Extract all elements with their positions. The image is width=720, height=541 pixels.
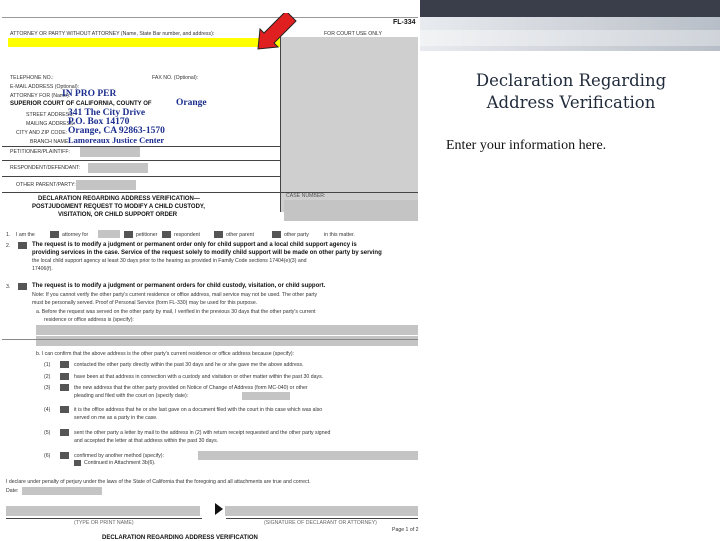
item3b-line: b. I can confirm that the above address is the other party's current residence or office address because (specify): xyxy=(36,351,295,357)
respondent-checkbox[interactable] xyxy=(162,231,171,238)
sub6-number: (6) xyxy=(44,453,51,459)
sub4-checkbox[interactable] xyxy=(60,406,69,413)
court-caption: SUPERIOR COURT OF CALIFORNIA, COUNTY OF xyxy=(10,101,152,107)
opt-attorney-for: attorney for xyxy=(62,232,89,238)
sub2-number: (2) xyxy=(44,374,51,380)
sub1-text: contacted the other party directly within the past 30 days and he or she gave me the above address. xyxy=(74,362,304,368)
sub1-number: (1) xyxy=(44,362,51,368)
signature-line xyxy=(226,518,418,519)
form-top-border xyxy=(2,17,418,18)
sub6-text: confirmed by another method (specify): xyxy=(74,453,164,459)
item1-label: I am the xyxy=(16,232,35,238)
sub4-number: (4) xyxy=(44,407,51,413)
opt-other-party: other party xyxy=(284,232,309,238)
street-label: STREET ADDRESS: xyxy=(26,112,75,118)
sub5-number: (5) xyxy=(44,430,51,436)
yellow-highlight xyxy=(8,38,280,47)
sub6-specify-field[interactable] xyxy=(198,451,418,460)
divider xyxy=(2,192,418,193)
fl334-form-image xyxy=(2,17,418,540)
top-band xyxy=(0,0,720,17)
case-number-label: CASE NUMBER: xyxy=(286,193,326,199)
slide-body-placeholder[interactable]: Enter your information here. xyxy=(446,138,607,153)
top-gradient-strip-light xyxy=(420,30,720,46)
opt-in-this-matter: in this matter. xyxy=(324,232,355,238)
branch-value: Lamoreaux Justice Center xyxy=(68,135,165,145)
title-line2: POSTJUDGMENT REQUEST TO MODIFY A CHILD CUSTODY, xyxy=(32,204,205,210)
item3-checkbox[interactable] xyxy=(18,283,27,290)
city-value: Orange, CA 92863-1570 xyxy=(68,126,165,136)
court-use-only: FOR COURT USE ONLY xyxy=(324,31,382,37)
attorney-header: ATTORNEY OR PARTY WITHOUT ATTORNEY (Name, State Bar number, and address): xyxy=(10,31,215,37)
county-value: Orange xyxy=(176,98,207,108)
item3a-field-2[interactable] xyxy=(36,336,418,346)
mailing-value: P.O. Box 14170 xyxy=(68,117,130,127)
sub3-date-field[interactable] xyxy=(242,392,290,400)
item3a-field-1[interactable] xyxy=(36,325,418,335)
item3a-line1: a. Before the request was served on the other party by mail, I verified in the previous 30 days that the other party's current xyxy=(36,309,316,315)
page-number: Page 1 of 2 xyxy=(392,527,419,533)
sub6-attachment-checkbox[interactable] xyxy=(74,460,81,466)
divider xyxy=(2,146,280,147)
telephone-label: TELEPHONE NO.: xyxy=(10,75,54,81)
item1-number: 1. xyxy=(6,232,11,238)
sub3-text-1: the new address that the other party provided on Notice of Change of Address (form MC-040) or other xyxy=(74,385,308,391)
title-line1: DECLARATION REGARDING ADDRESS VERIFICATION— xyxy=(38,196,200,202)
court-use-box xyxy=(281,37,418,212)
mailing-label: MAILING ADDRESS: xyxy=(26,121,76,127)
name-field[interactable] xyxy=(6,506,200,516)
item2-line2: providing services in the case. Service of the request solely to modify child support will be made on other party by serving xyxy=(32,250,382,256)
slide-title: Declaration Regarding Address Verification xyxy=(475,71,667,112)
divider xyxy=(2,176,280,177)
attorney-for-value: IN PRO PER xyxy=(62,89,117,99)
sub3-number: (3) xyxy=(44,385,51,391)
sub3-checkbox[interactable] xyxy=(60,384,69,391)
sub2-checkbox[interactable] xyxy=(60,373,69,380)
item2-line1: The request is to modify a judgment or permanent order only for child support and a local child support agency is xyxy=(32,242,357,248)
email-label: E-MAIL ADDRESS (Optional): xyxy=(10,84,79,90)
item3-line1: The request is to modify a judgment or permanent orders for child custody, visitation, or child support. xyxy=(32,283,326,289)
sub6-attachment: Continued in Attachment 3b(6). xyxy=(84,460,156,466)
name-line xyxy=(6,518,202,519)
item3a-line2: residence or office address is (specify): xyxy=(44,317,134,323)
sub5-text-2: and accepted the letter at that address within the past 30 days. xyxy=(74,438,219,444)
sub1-checkbox[interactable] xyxy=(60,361,69,368)
item3-number: 3. xyxy=(6,284,11,290)
sub2-text: have been at that address in connection with a custody and visitation or other matter within the past 30 days. xyxy=(74,374,324,380)
item2-checkbox[interactable] xyxy=(18,242,27,249)
sub5-text-1: sent the other party a letter by mail to the address in (2) with return receipt requested and the other party signed xyxy=(74,430,331,436)
top-dark-strip xyxy=(420,0,720,17)
item3-note2: must be personally served. Proof of Personal Service (form FL-330) may be used for this purpose. xyxy=(32,300,258,306)
respondent-field[interactable] xyxy=(88,163,148,173)
form-number: FL-334 xyxy=(393,19,416,26)
opt-petitioner: petitioner xyxy=(136,232,158,238)
play-arrow-icon xyxy=(215,503,223,515)
red-arrow-icon xyxy=(252,13,298,51)
other-parent-field[interactable] xyxy=(76,180,136,190)
sub5-checkbox[interactable] xyxy=(60,429,69,436)
street-value: 341 The City Drive xyxy=(68,108,146,118)
sub4-text-1: it is the office address that he or she last gave on a document filed with the court in this case which was also xyxy=(74,407,323,413)
fax-label: FAX NO. (Optional): xyxy=(152,75,199,81)
petitioner-field[interactable] xyxy=(80,147,140,157)
sub3-text-2: pleading and filed with the court on (specify date): xyxy=(74,393,189,399)
sub4-text-2: served on me as a party in the case. xyxy=(74,415,158,421)
item2-number: 2. xyxy=(6,243,11,249)
signature-field[interactable] xyxy=(225,506,418,516)
petitioner-label: PETITIONER/PLAINTIFF: xyxy=(10,149,70,155)
attorney-for-checkbox[interactable] xyxy=(50,231,59,238)
signature-caption: (SIGNATURE OF DECLARANT OR ATTORNEY) xyxy=(264,520,377,526)
petitioner-checkbox[interactable] xyxy=(124,231,133,238)
other-parent-checkbox[interactable] xyxy=(214,231,223,238)
respondent-label: RESPONDENT/DEFENDANT: xyxy=(10,165,81,171)
type-name-caption: (TYPE OR PRINT NAME) xyxy=(74,520,134,526)
other-parent-label: OTHER PARENT/PARTY: xyxy=(16,182,76,188)
date-field[interactable] xyxy=(22,487,102,495)
opt-respondent: respondent xyxy=(174,232,200,238)
date-label: Date: xyxy=(6,488,19,494)
item2-line3: the local child support agency at least 30 days prior to the hearing as provided in Family Code sections 17404(e)(3) and xyxy=(32,258,307,264)
declare-text: I declare under penalty of perjury under the laws of the State of California that the foregoing and all attachments are true and correct. xyxy=(6,479,311,485)
case-number-field[interactable] xyxy=(284,200,418,221)
opt-other-parent: other parent xyxy=(226,232,254,238)
dashed-divider xyxy=(2,339,418,340)
item2-line4: 17406(f). xyxy=(32,266,53,272)
divider xyxy=(2,160,280,161)
title-line3: VISITATION, OR CHILD SUPPORT ORDER xyxy=(58,212,178,218)
attorney-for-label: ATTORNEY FOR (Name): xyxy=(10,93,71,99)
attorney-for-field[interactable] xyxy=(98,230,120,238)
item3-note1: Note: If you cannot verify the other party's current residence or office address, mail service may not be used. The other party xyxy=(32,292,318,298)
sub6-checkbox[interactable] xyxy=(60,452,69,459)
other-party-checkbox[interactable] xyxy=(272,231,281,238)
footer-title: DECLARATION REGARDING ADDRESS VERIFICATION xyxy=(102,535,258,541)
branch-label: BRANCH NAME: xyxy=(30,139,70,145)
city-label: CITY AND ZIP CODE: xyxy=(16,130,68,136)
